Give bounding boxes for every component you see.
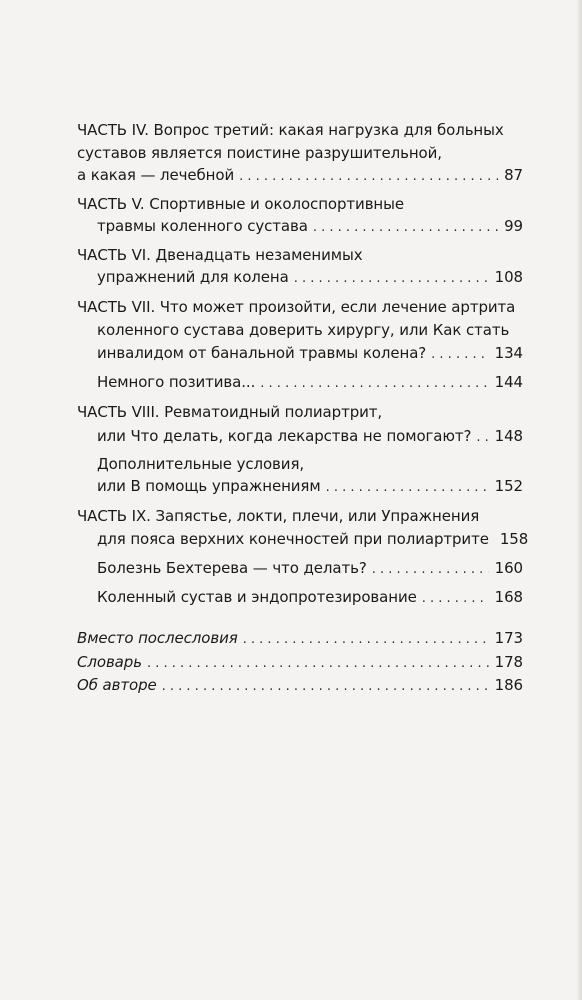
- toc-entry-part7-line3[interactable]: инвалидом от банальной травмы колена? . . . 134: [97, 344, 523, 364]
- leader-dots: [313, 219, 498, 237]
- leader-dots: [326, 479, 489, 497]
- toc-entry-part7-line1: ЧАСТЬ VII. Что может произойти, если лечение артрита: [77, 298, 516, 316]
- toc-entry-part9-line2[interactable]: для пояса верхних конечностей при полиартрите 158: [97, 530, 529, 548]
- toc-entry-part7-line2: коленного сустава доверить хирургу, или Как стать: [97, 321, 510, 339]
- page-number: 108: [494, 268, 523, 286]
- toc-entry-part8-line1: ЧАСТЬ VIII. Ревматоидный полиартрит,: [77, 403, 383, 421]
- page-number: 168: [494, 588, 523, 606]
- toc-entry-part4-line3[interactable]: а какая — лечебной . . . 87: [77, 166, 523, 186]
- toc-entry-glossary[interactable]: Словарь . . . 178: [77, 653, 523, 673]
- toc-entry-part9-sub2[interactable]: Коленный сустав и эндопротезирование . . . 168: [97, 588, 523, 608]
- page-number: 178: [494, 653, 523, 671]
- toc-entry-part9-line1: ЧАСТЬ IX. Запястье, локти, плечи, или Упражнения: [77, 507, 480, 525]
- leader-dots: [294, 270, 489, 288]
- page-number: 144: [494, 373, 523, 391]
- toc-entry-afterword[interactable]: Вместо послесловия . . . 173: [77, 629, 523, 649]
- toc-entry-part5-line2[interactable]: травмы коленного сустава . . . 99: [97, 217, 523, 237]
- page-number: 186: [494, 676, 523, 694]
- leader-dots: [476, 429, 488, 447]
- page-number: 173: [494, 629, 523, 647]
- leader-dots: [243, 631, 489, 649]
- toc-entry-part4-line2: суставов является поистине разрушительной,: [77, 144, 442, 162]
- leader-dots: [260, 375, 488, 393]
- leader-dots: [147, 655, 489, 673]
- leader-dots: [422, 590, 489, 608]
- page-number: 87: [504, 166, 523, 184]
- toc-entry-part5-line1: ЧАСТЬ V. Спортивные и околоспортивные: [77, 195, 405, 213]
- toc-entry-part7-sub1[interactable]: Немного позитива... . . . 144: [97, 373, 523, 393]
- page-number: 134: [494, 344, 523, 362]
- leader-dots: [372, 561, 489, 579]
- page-number: 152: [494, 477, 523, 495]
- toc-entry-part4-line1: ЧАСТЬ IV. Вопрос третий: какая нагрузка для больных: [77, 121, 504, 139]
- toc-entry-part8-line2[interactable]: или Что делать, когда лекарства не помогают? . . . 148: [97, 427, 523, 447]
- leader-dots: [162, 678, 489, 696]
- page-number: 99: [504, 217, 523, 235]
- page-number: 148: [494, 427, 523, 445]
- page-edge: [576, 0, 582, 1000]
- page-number: 158: [499, 530, 529, 548]
- leader-dots: [239, 168, 498, 186]
- toc-entry-part8-sub1-line2[interactable]: или В помощь упражнениям . . . 152: [97, 477, 523, 497]
- toc-entry-part6-line1: ЧАСТЬ VI. Двенадцать незаменимых: [77, 246, 363, 264]
- toc-entry-author[interactable]: Об авторе . . . 186: [77, 676, 523, 696]
- leader-dots: [431, 346, 489, 364]
- page-number: 160: [494, 559, 523, 577]
- toc-entry-part9-sub1[interactable]: Болезнь Бехтерева — что делать? . . . 160: [97, 559, 523, 579]
- toc-entry-part8-sub1-line1: Дополнительные условия,: [97, 455, 305, 473]
- toc-entry-part6-line2[interactable]: упражнений для колена . . . 108: [97, 268, 523, 288]
